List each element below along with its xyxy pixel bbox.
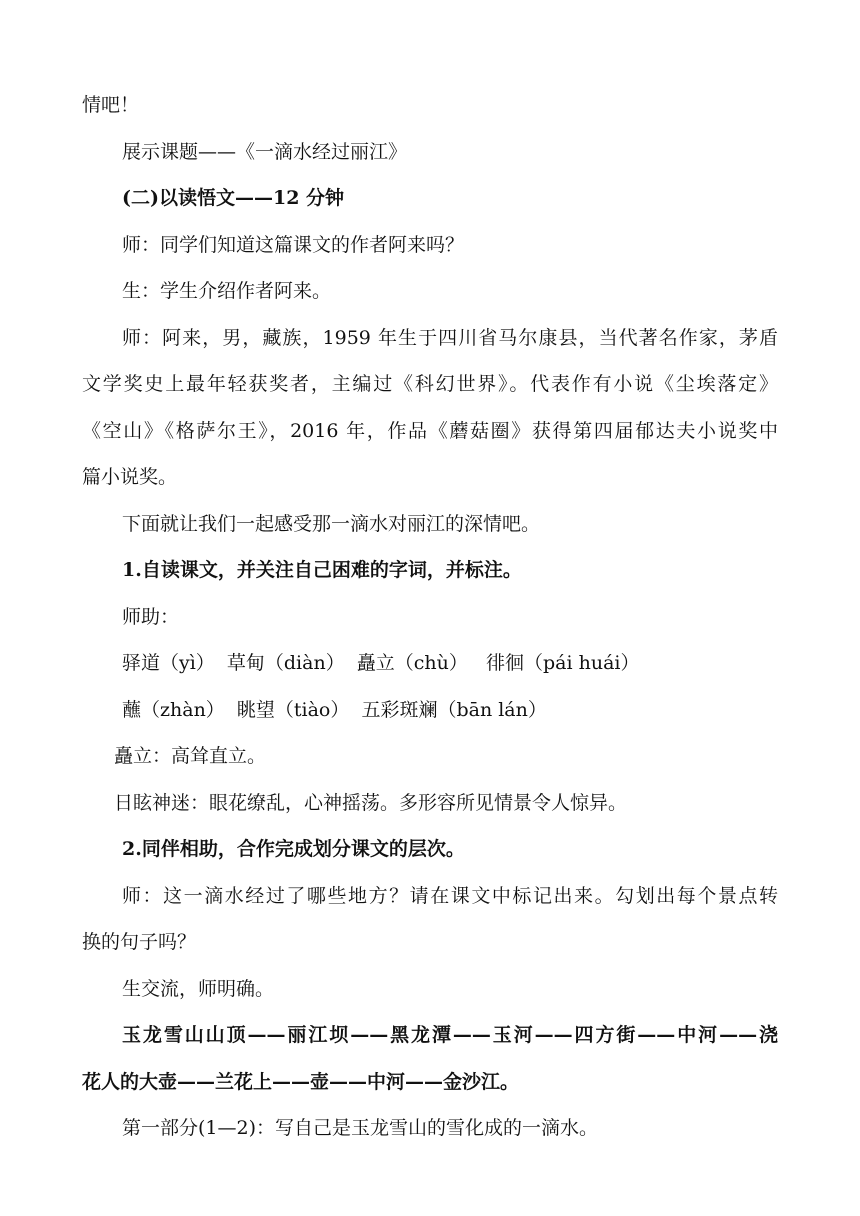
paragraph-text: 《空山》《格萨尔王》，2016 年，作品《蘑菇圈》获得第四届郁达夫小说奖中 <box>82 420 778 442</box>
paragraph-text: 下面就让我们一起感受那一滴水对丽江的深情吧。 <box>122 513 541 535</box>
word-definition: 日眩神迷：眼花缭乱，心神摇荡。多形容所见情景令人惊异。 <box>114 792 628 814</box>
paragraph-text: 情吧！ <box>82 94 140 116</box>
paragraph-text: 换的句子吗？ <box>82 931 197 953</box>
vocabulary-line: 驿道（yì） 草甸（diàn） 矗立（chù） 徘徊（pái huái） <box>122 652 640 674</box>
topic-display-line: 展示课题——《一滴水经过丽江》 <box>122 141 408 163</box>
route-summary: 玉龙雪山山顶——丽江坝——黑龙潭——玉河——四方街——中河——浇 <box>122 1024 778 1046</box>
paragraph-text: 师：阿来，男，藏族，1959 年生于四川省马尔康县，当代著名作家，茅盾 <box>122 327 778 349</box>
paragraph-text: 师：同学们知道这篇课文的作者阿来吗？ <box>122 234 465 256</box>
paragraph-text: 文学奖史上最年轻获奖者，主编过《科幻世界》。代表作有小说《尘埃落定》 <box>82 373 778 395</box>
vocabulary-line: 蘸（zhàn） 眺望（tiào） 五彩斑斓（bān lán） <box>122 699 547 721</box>
paragraph-text: 生交流，师明确。 <box>122 978 275 1000</box>
word-definition: 矗立：高耸直立。 <box>114 745 267 767</box>
task-heading: 1.自读课文，并关注自己困难的字词，并标注。 <box>122 559 522 581</box>
paragraph-text: 师：这一滴水经过了哪些地方？请在课文中标记出来。勾划出每个景点转 <box>122 885 778 907</box>
task-heading: 2.同伴相助，合作完成划分课文的层次。 <box>122 838 465 860</box>
route-summary: 花人的大壶——兰花上——壶——中河——金沙江。 <box>82 1071 520 1093</box>
section-heading: (二)以读悟文——12 分钟 <box>122 187 345 209</box>
paragraph-text: 篇小说奖。 <box>82 466 178 488</box>
paragraph-text: 第一部分(1—2)：写自己是玉龙雪山的雪化成的一滴水。 <box>122 1117 599 1139</box>
paragraph-text: 师助： <box>122 606 180 628</box>
paragraph-text: 生：学生介绍作者阿来。 <box>122 280 332 302</box>
